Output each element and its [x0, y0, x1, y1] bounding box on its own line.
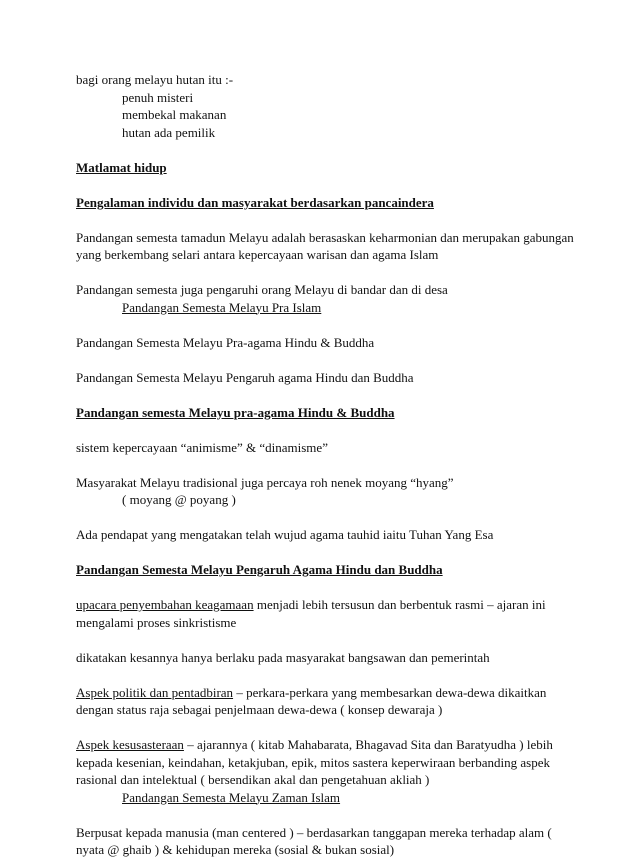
paragraph-semesta-line1: Pandangan semesta tamadun Melayu adalah berasaskan keharmonian dan merupakan gabungan [76, 229, 574, 245]
paragraph-upacara-line1 [76, 596, 576, 614]
term-politik: Aspek politik dan pentadbiran [76, 684, 234, 700]
paragraph-politik-line1 [76, 684, 576, 702]
paragraph-sastera-line1 [76, 736, 576, 754]
paragraph-pengaruh: Pandangan Semesta Melayu Pengaruh agama Hindu dan Buddha [76, 369, 414, 385]
paragraph-animisme: sistem kepercayaan “animisme” & “dinamisme” [76, 439, 328, 455]
subheading-pra-islam: Pandangan Semesta Melayu Pra Islam [122, 299, 322, 315]
paragraph-semesta-line2: yang berkembang selari antara kepercayaan warisan dan agama Islam [76, 247, 439, 262]
heading-matlamat-hidup: Matlamat hidup [76, 159, 167, 175]
paragraph-berpusat-line1: Berpusat kepada manusia (man centered ) – berdasarkan tanggapan mereka terhadap alam ( [76, 824, 552, 840]
heading-pengalaman: Pengalaman individu dan masyarakat berdasarkan pancaindera [76, 194, 434, 210]
intro-line: bagi orang melayu hutan itu :- [76, 72, 234, 87]
subheading-zaman-islam: Pandangan Semesta Melayu Zaman Islam [122, 789, 341, 805]
paragraph-hyang: Masyarakat Melayu tradisional juga percaya roh nenek moyang “hyang” [76, 474, 454, 490]
document-page [76, 71, 576, 859]
heading-pengaruh-hindu-buddha: Pandangan Semesta Melayu Pengaruh Agama Hindu dan Buddha [76, 562, 443, 577]
intro-item: penuh misteri [122, 89, 194, 105]
paragraph-sastera-line3: rasional dan intelektual ( bersendikan akal dan pengetahuan akliah ) [76, 772, 430, 787]
paragraph-upacara-line2: mengalami proses sinkristisme [76, 614, 237, 630]
paragraph-berpusat-line2: nyata @ ghaib ) & kehidupan mereka (sosial & bukan sosial) [76, 842, 395, 857]
intro-item: membekal makanan [122, 107, 227, 122]
term-kesusasteraan: Aspek kesusasteraan [76, 737, 184, 752]
term-upacara: upacara penyembahan keagamaan [76, 597, 254, 612]
paragraph-pengaruhi: Pandangan semesta juga pengaruhi orang Melayu di bandar dan di desa [76, 282, 448, 297]
upacara-text: menjadi lebih tersusun dan berbentuk rasmi – ajaran ini [253, 597, 546, 612]
paragraph-moyang: ( moyang @ poyang ) [122, 492, 236, 507]
politik-text: – perkara-perkara yang membesarkan dewa-dewa dikaitkan [233, 684, 547, 700]
intro-item: hutan ada pemilik [122, 124, 216, 140]
heading-pra-agama: Pandangan semesta Melayu pra-agama Hindu & Buddha [76, 404, 395, 420]
sastera-text: – ajarannya ( kitab Mahabarata, Bhagavad Sita dan Baratyudha ) lebih [183, 737, 553, 752]
paragraph-politik-line2: dengan status raja sebagai penjelmaan dewa-dewa ( konsep dewaraja ) [76, 702, 443, 717]
paragraph-sastera-line2: kepada kesenian, keindahan, ketakjuban, epik, mitos sastera keperwiraan berbanding aspek [76, 754, 550, 770]
paragraph-tauhid: Ada pendapat yang mengatakan telah wujud agama tauhid iaitu Tuhan Yang Esa [76, 527, 494, 542]
paragraph-pra-agama: Pandangan Semesta Melayu Pra-agama Hindu & Buddha [76, 334, 375, 350]
paragraph-bangsawan: dikatakan kesannya hanya berlaku pada masyarakat bangsawan dan pemerintah [76, 649, 490, 665]
